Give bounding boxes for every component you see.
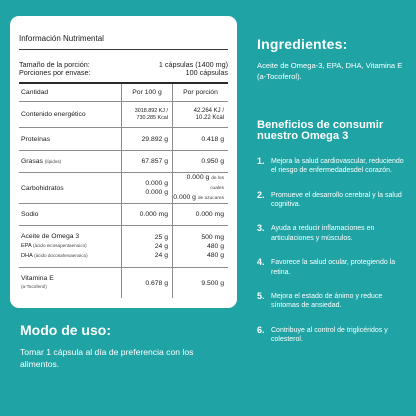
omega-total-100g: 25 g <box>154 234 168 242</box>
carbs-per-serving <box>173 173 229 204</box>
list-item <box>257 157 409 176</box>
carbs-label: Carbohidratos <box>19 173 122 204</box>
vite-label <box>19 268 122 298</box>
dha-serving: 480 g <box>206 252 224 260</box>
nutrition-panel <box>10 16 237 308</box>
benefit-text: Ayuda a reducir inflamaciones en articulaciones y músculos. <box>271 225 375 242</box>
energy-kj-serving: 42.264 KJ / <box>193 107 224 114</box>
fat-per-serving: 0.950 g <box>173 151 229 173</box>
ingredients-text: Aceite de Omega-3, EPA, DHA, Vitamina E (a-Tocoferol). <box>257 61 403 81</box>
servings-per-container-label: Porciones por envase: <box>19 68 91 78</box>
carbs-sugar-100g: 0.000 g <box>145 189 168 197</box>
benefit-number: 1. <box>257 155 265 166</box>
vite-label-text: Vitamina E <box>21 275 54 283</box>
energy-label: Contenido energético <box>19 102 122 128</box>
sodium-per-100g: 0.000 mg <box>122 204 173 226</box>
benefit-number: 2. <box>257 189 265 200</box>
sodium-label: Sodio <box>19 204 122 226</box>
usage-section <box>20 322 230 370</box>
fat-label <box>19 151 122 173</box>
list-item <box>257 191 409 210</box>
energy-per-100g <box>122 102 173 128</box>
serving-size-value: 1 cápsulas (1400 mg) <box>158 60 228 69</box>
energy-kcal-100g: 730.285 Kcal <box>136 114 168 121</box>
usage-heading: Modo de uso: <box>20 322 111 338</box>
energy-kcal-serving: 10.22 Kcal <box>195 114 224 121</box>
vite-per-serving: 9.500 g <box>173 268 229 298</box>
ingredients-heading: Ingredientes: <box>257 36 348 52</box>
epa-label <box>21 241 121 251</box>
table-row <box>19 151 228 173</box>
list-item <box>257 224 409 243</box>
protein-per-serving: 0.418 g <box>173 128 229 151</box>
carbs-total-serving-value: 0.000 g <box>186 174 210 182</box>
epa-100g: 24 g <box>154 243 168 251</box>
fat-label-text: Grasas <box>21 158 43 166</box>
header-per-100g: Por 100 g <box>122 84 173 102</box>
carbs-note: de los cuales <box>210 176 224 192</box>
dha-label-sub: (ácido docosahexaenoico) <box>34 253 88 259</box>
benefit-number: 5. <box>257 291 265 302</box>
servings-per-container-value: 100 cápsulas <box>185 68 228 78</box>
nutrition-title: Información Nutrimental <box>19 34 104 43</box>
table-row <box>19 204 228 226</box>
header-cantidad: Cantidad <box>19 84 122 102</box>
benefit-text: Mejora la salud cardiovascular, reduciendo el riesgo de enfermedadesdel corazón. <box>271 157 404 175</box>
benefits-heading: Beneficios de consumir nuestro Omega 3 <box>257 118 384 143</box>
benefits-list <box>257 157 409 345</box>
dha-label <box>21 251 121 261</box>
omega-label-text: Aceite de Omega 3 <box>21 233 80 241</box>
benefit-number: 4. <box>257 257 265 268</box>
omega-total-serving: 500 mg <box>201 234 224 242</box>
vite-per-100g: 0.678 g <box>122 268 173 298</box>
carbs-total-100g: 0.000 g <box>145 180 168 188</box>
table-header-row <box>19 84 228 102</box>
table-row <box>19 173 228 204</box>
omega-per-100g <box>122 226 173 268</box>
protein-per-100g: 29.892 g <box>122 128 173 151</box>
table-row <box>19 268 228 298</box>
benefit-text: Contribuye al control de triglicéridos y colesterol. <box>271 326 388 344</box>
benefit-number: 6. <box>257 324 265 335</box>
usage-text: Tomar 1 cápsula al día de preferencia con los alimentos. <box>20 347 194 369</box>
serving-size-label: Tamaño de la porción: <box>19 60 90 69</box>
epa-label-sub: (ácido eicosapentaenoico) <box>33 243 87 249</box>
vite-label-sub: (a-Tocoferol) <box>21 284 47 290</box>
carbs-sugar-serving-value: 0.000 g <box>173 194 196 202</box>
table-row <box>19 128 228 151</box>
energy-kj-100g: 3018.892 KJ / <box>134 108 168 115</box>
table-row <box>19 226 228 268</box>
benefit-text: Favorece la salud ocular, protegiendo la retina. <box>271 259 396 276</box>
fat-per-100g: 67.857 g <box>122 151 173 173</box>
benefit-text: Mejora el estado de ánimo y reduce síntomas de ansiedad. <box>271 293 383 310</box>
dha-label-text: DHA <box>21 253 33 260</box>
fat-label-sub: (lípidos) <box>44 159 62 165</box>
sodium-per-serving: 0.000 mg <box>173 204 229 226</box>
portion-info <box>19 61 228 78</box>
list-item <box>257 326 409 345</box>
carbs-sugar-serving <box>173 193 224 203</box>
right-column <box>257 36 409 360</box>
epa-serving: 480 g <box>206 243 224 251</box>
list-item <box>257 292 409 311</box>
omega-per-serving <box>173 226 229 268</box>
list-item <box>257 258 409 277</box>
energy-per-serving <box>173 102 229 128</box>
nutrition-table <box>19 84 228 298</box>
omega-label <box>19 226 122 268</box>
sugar-note: de azucares <box>197 196 224 202</box>
table-row <box>19 102 228 128</box>
header-per-serving: Por porción <box>173 84 229 102</box>
dha-100g: 24 g <box>154 252 168 260</box>
title-divider <box>19 49 228 50</box>
benefit-number: 3. <box>257 223 265 234</box>
carbs-total-serving <box>173 173 224 193</box>
carbs-per-100g <box>122 173 173 204</box>
benefit-text: Promueve el desarrollo cerebral y la salud cognitiva. <box>271 191 402 208</box>
protein-label: Proteínas <box>19 128 122 151</box>
epa-label-text: EPA <box>21 243 32 250</box>
